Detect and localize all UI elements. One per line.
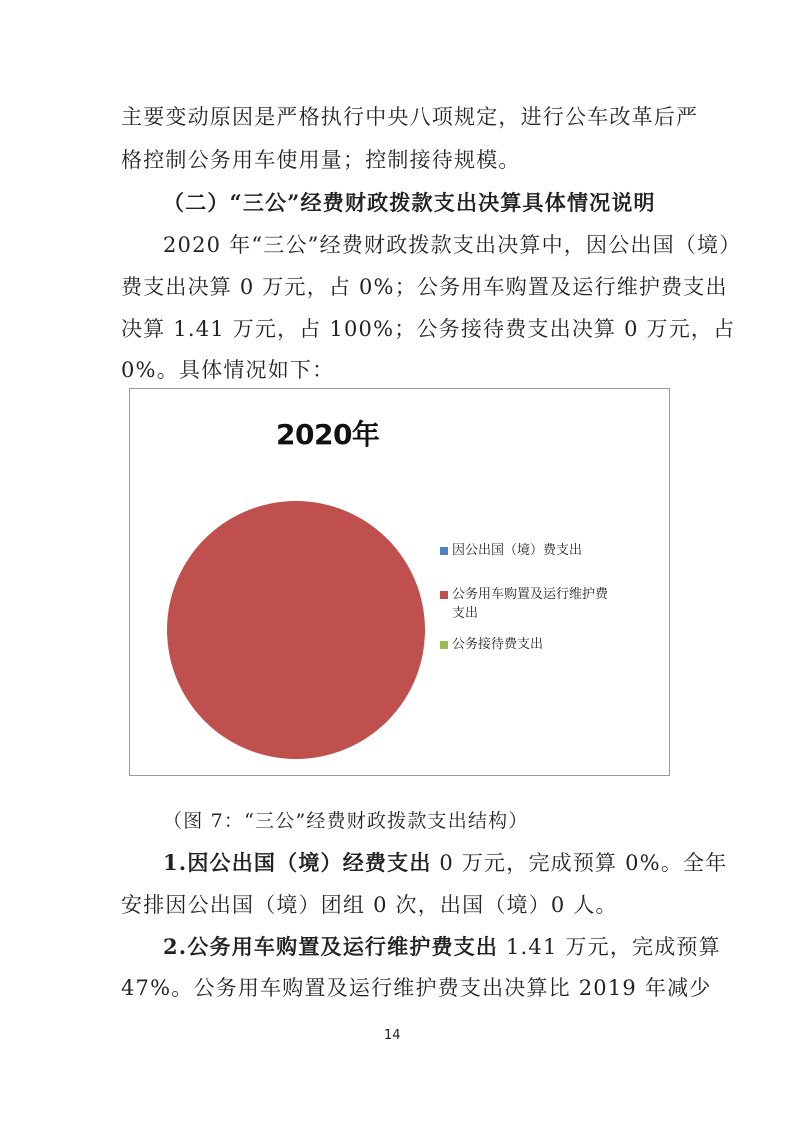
pie-slice	[167, 501, 425, 759]
paragraph-line: 47%。公务用车购置及运行维护费支出决算比 2019 年减少	[121, 976, 712, 1000]
item-heading: 1.因公出国（境）经费支出	[163, 850, 432, 875]
paragraph-line: 2020 年“三公”经费财政拨款支出决算中，因公出国（境）	[163, 233, 742, 257]
chart-title: 2020年	[276, 418, 380, 451]
item-text: 0 万元，完成预算 0%。全年	[431, 851, 728, 875]
legend-label: 公务用车购置及运行维护费支出	[452, 587, 609, 621]
paragraph-line	[163, 849, 727, 877]
legend-swatch	[440, 641, 448, 649]
pie-chart	[129, 388, 670, 776]
item-text: 1.41 万元，完成预算	[498, 935, 721, 959]
page-number: 14	[384, 1028, 401, 1043]
paragraph-line: 主要变动原因是严格执行中央八项规定，进行公车改革后严	[121, 105, 699, 129]
legend-label: 因公出国（境）费支出	[452, 543, 583, 558]
legend-label: 公务接待费支出	[452, 637, 544, 652]
pie-plot-area	[130, 389, 669, 775]
paragraph-line: 决算 1.41 万元，占 100%；公务接待费支出决算 0 万元，占	[121, 317, 736, 341]
legend-swatch	[440, 591, 448, 599]
legend-item	[440, 585, 620, 623]
paragraph-line: 费支出决算 0 万元，占 0%；公务用车购置及运行维护费支出	[121, 275, 728, 299]
item-heading: 2.公务用车购置及运行维护费支出	[163, 934, 499, 959]
section-heading: （二）“三公”经费财政拨款支出决算具体情况说明	[163, 190, 656, 215]
paragraph-line	[163, 933, 721, 961]
legend-item	[440, 635, 637, 654]
figure-caption: （图 7：“三公”经费财政拨款支出结构）	[163, 810, 529, 832]
legend-item	[440, 541, 637, 560]
paragraph-line: 安排因公出国（境）团组 0 次，出国（境）0 人。	[121, 893, 618, 917]
paragraph-line: 0%。具体情况如下：	[121, 358, 335, 382]
paragraph-line: 格控制公务用车使用量；控制接待规模。	[121, 148, 521, 172]
legend-swatch	[440, 547, 448, 555]
